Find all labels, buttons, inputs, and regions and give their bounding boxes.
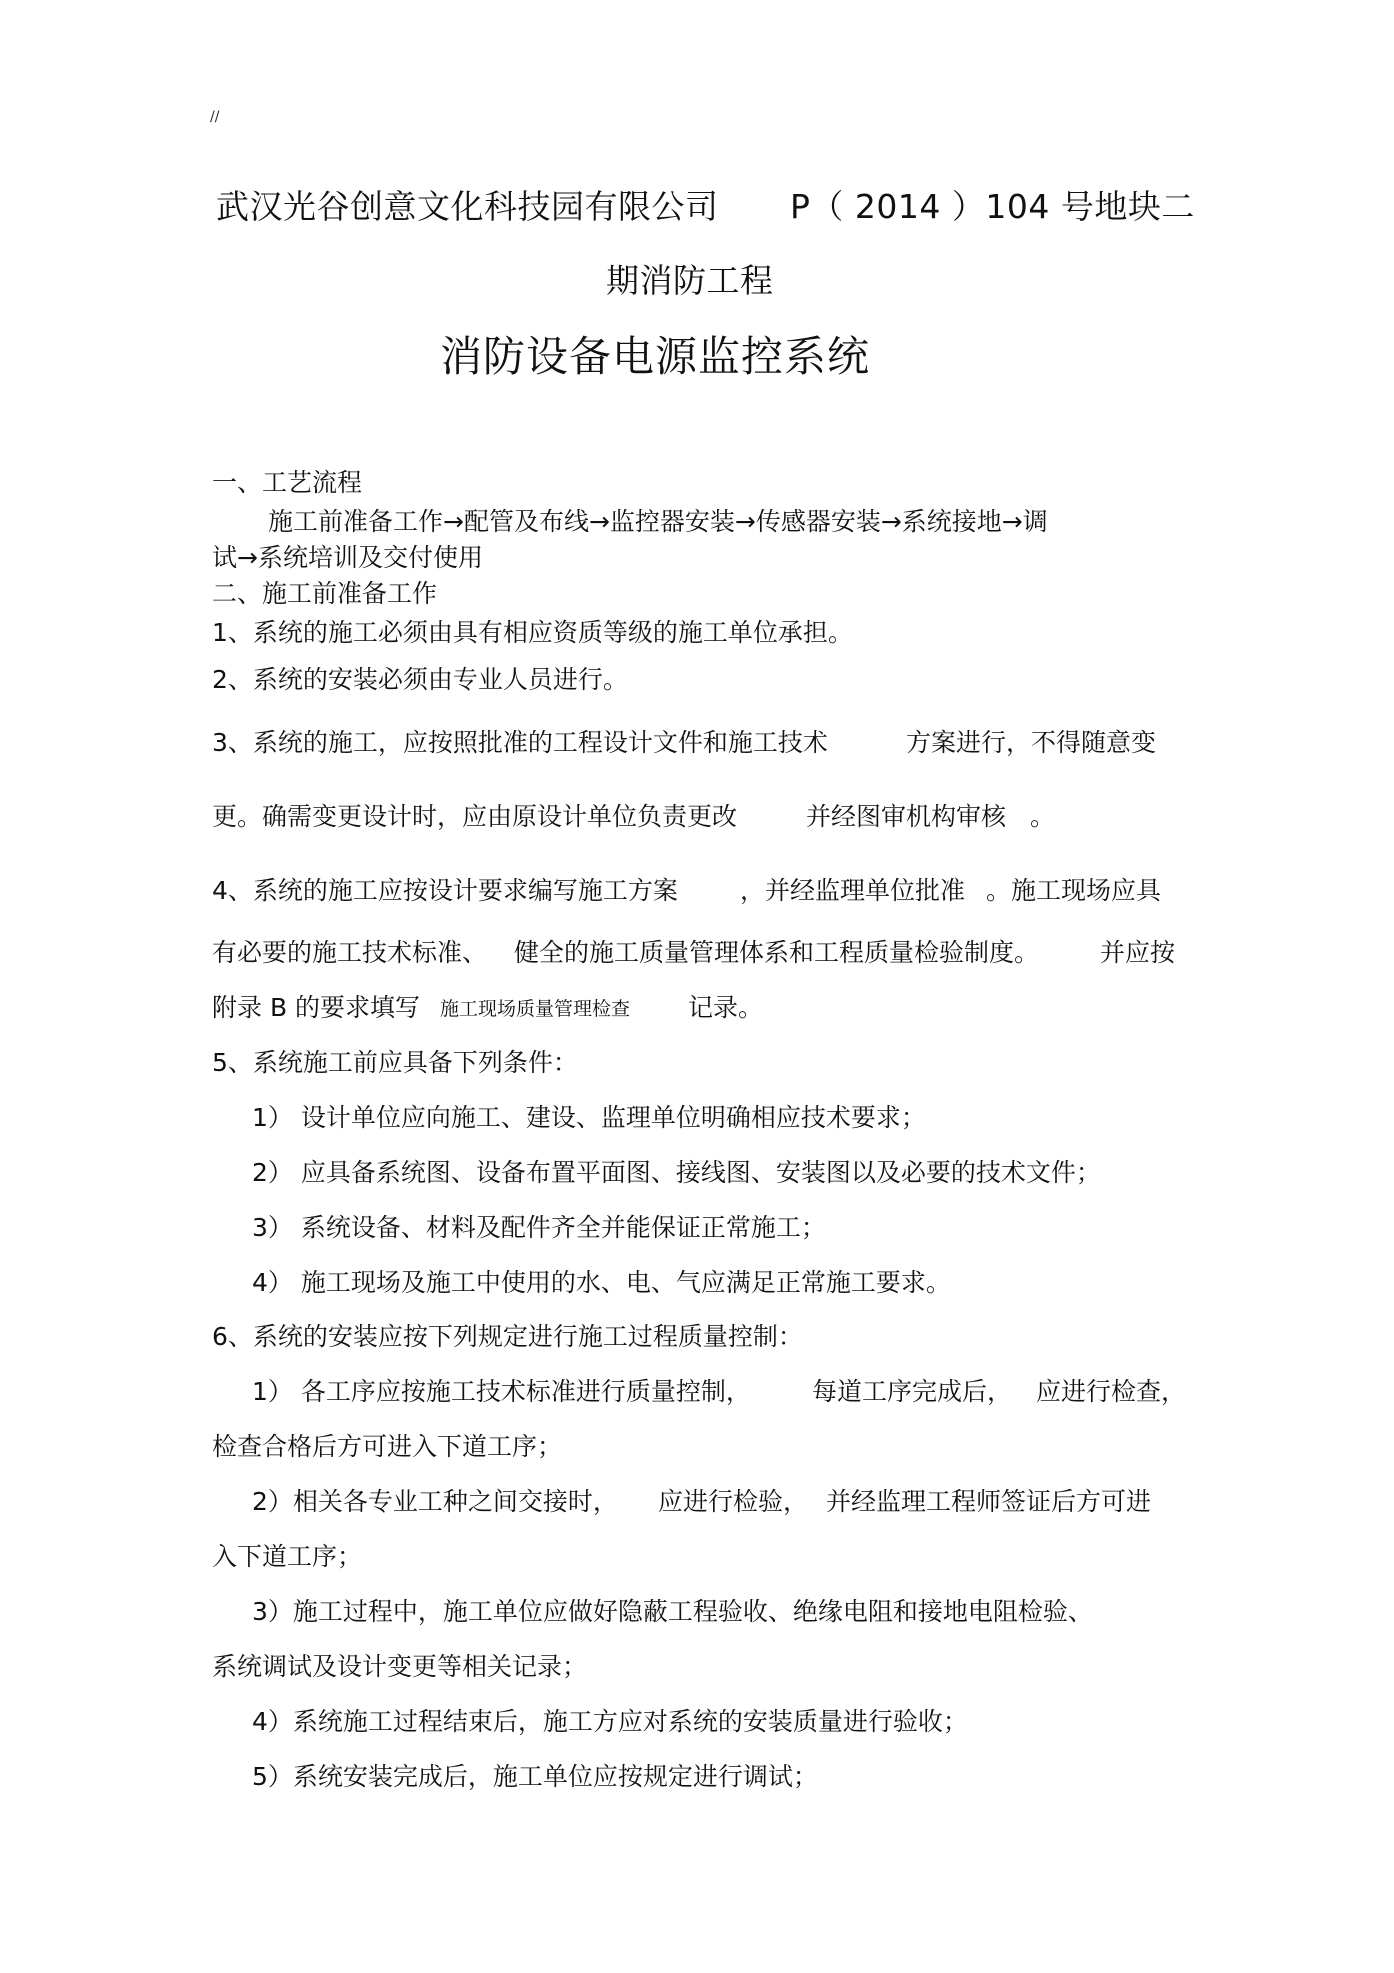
- page-title: 消防设备电源监控系统: [440, 332, 871, 381]
- paragraph-3-line1a: 3、系统的施工，应按照批准的工程设计文件和施工技术: [212, 728, 828, 757]
- paragraph-3-line2c: 。: [1030, 802, 1056, 831]
- paragraph-6-item-2-line1a: 2）相关各专业工种之间交接时，: [252, 1487, 618, 1516]
- paragraph-5: 5、系统施工前应具备下列条件：: [212, 1048, 578, 1077]
- paragraph-5-item-1: 1） 设计单位应向施工、建设、监理单位明确相应技术要求；: [252, 1103, 926, 1132]
- paragraph-6-item-3-line2: 系统调试及设计变更等相关记录；: [212, 1652, 588, 1681]
- paragraph-5-item-4: 4） 施工现场及施工中使用的水、电、气应满足正常施工要求。: [252, 1268, 951, 1297]
- paragraph-5-item-3: 3） 系统设备、材料及配件齐全并能保证正常施工；: [252, 1213, 826, 1242]
- paragraph-4-line2c: 并应按: [1100, 938, 1176, 967]
- paragraph-4-line3a: 附录 B 的要求填写: [212, 993, 421, 1022]
- title-line2: 期消防工程: [606, 261, 774, 300]
- paragraph-4-line3c: 记录。: [688, 993, 764, 1022]
- flow-line-1: 施工前准备工作→配管及布线→监控器安装→传感器安装→系统接地→调: [268, 507, 1048, 536]
- paragraph-6-item-2-line1b: 应进行检验，: [658, 1487, 809, 1516]
- paragraph-6-item-2-line1c: 并经监理工程师签证后方可进: [826, 1487, 1152, 1516]
- paragraph-6-item-2-line2: 入下道工序；: [212, 1542, 363, 1571]
- section-heading-2: 二、施工前准备工作: [212, 579, 438, 608]
- paragraph-6-item-4: 4）系统施工过程结束后，施工方应对系统的安装质量进行验收；: [252, 1707, 968, 1736]
- paragraph-2: 2、系统的安装必须由专业人员进行。: [212, 665, 628, 694]
- paragraph-6-item-1-line2: 检查合格后方可进入下道工序；: [212, 1432, 563, 1461]
- paragraph-4-line3b: 施工现场质量管理检查: [440, 998, 631, 1020]
- header-mark: //: [210, 109, 220, 125]
- paragraph-6: 6、系统的安装应按下列规定进行施工过程质量控制：: [212, 1322, 803, 1351]
- paragraph-4-line2b: 健全的施工质量管理体系和工程质量检验制度。: [514, 938, 1040, 967]
- paragraph-3-line2a: 更。确需变更设计时，应由原设计单位负责更改: [212, 802, 738, 831]
- section-heading-1: 一、工艺流程: [212, 468, 363, 497]
- flow-line-2: 试→系统培训及交付使用: [212, 543, 483, 572]
- paragraph-6-item-3-line1: 3）施工过程中，施工单位应做好隐蔽工程验收、绝缘电阻和接地电阻检验、: [252, 1597, 1093, 1626]
- paragraph-3-line1b: 方案进行，不得随意变: [906, 728, 1157, 757]
- paragraph-6-item-1-line1c: 应进行检查，: [1036, 1377, 1187, 1406]
- paragraph-4-line1b: ，并经监理单位批准: [740, 876, 966, 905]
- paragraph-4-line2a: 有必要的施工技术标准、: [212, 938, 488, 967]
- paragraph-5-item-2: 2） 应具备系统图、设备布置平面图、接线图、安装图以及必要的技术文件；: [252, 1158, 1101, 1187]
- title-line1-right: P（ 2014 ）104 号地块二: [790, 187, 1195, 226]
- paragraph-3-line2b: 并经图审机构审核: [806, 802, 1007, 831]
- paragraph-1: 1、系统的施工必须由具有相应资质等级的施工单位承担。: [212, 618, 853, 647]
- paragraph-6-item-1-line1b: 每道工序完成后，: [812, 1377, 1013, 1406]
- paragraph-6-item-5: 5）系统安装完成后，施工单位应按规定进行调试；: [252, 1762, 818, 1791]
- title-line1-left: 武汉光谷创意文化科技园有限公司: [216, 187, 719, 226]
- paragraph-4-line1a: 4、系统的施工应按设计要求编写施工方案: [212, 876, 678, 905]
- paragraph-6-item-1-line1a: 1） 各工序应按施工技术标准进行质量控制，: [252, 1377, 751, 1406]
- paragraph-4-line1c: 。施工现场应具: [986, 876, 1162, 905]
